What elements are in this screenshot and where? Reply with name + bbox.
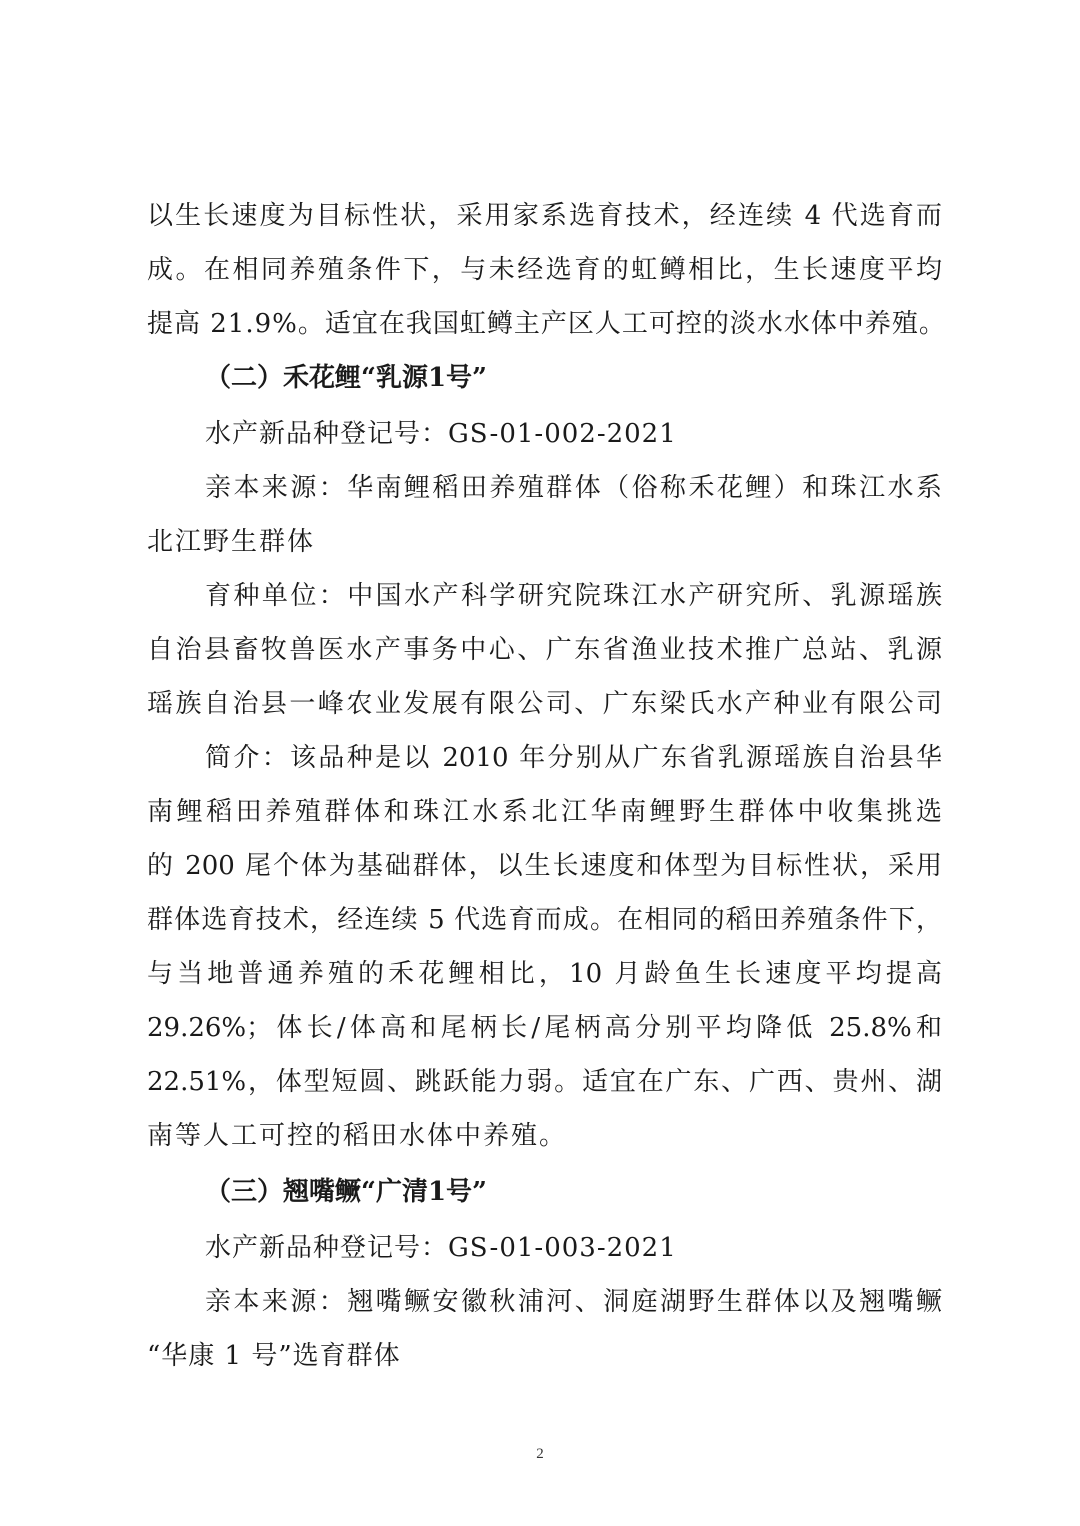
parent-source-line: 亲本来源：翘嘴鳜安徽秋浦河、洞庭湖野生群体以及翘嘴鳜 — [205, 1287, 942, 1317]
section-heading-2: （二）禾花鲤“乳源1号” — [205, 363, 488, 393]
introduction-line: 南等人工可控的稻田水体中养殖。 — [147, 1121, 568, 1151]
registration-number-line: 水产新品种登记号：GS-01-002-2021 — [205, 419, 677, 449]
introduction-line: 的 200 尾个体为基础群体，以生长速度和体型为目标性状，采用 — [147, 851, 942, 881]
parent-source-line: “华康 1 号”选育群体 — [147, 1341, 401, 1371]
registration-number-line: 水产新品种登记号：GS-01-003-2021 — [205, 1233, 677, 1263]
body-line: 成。在相同养殖条件下，与未经选育的虹鳟相比，生长速度平均 — [147, 255, 942, 285]
introduction-line: 简介：该品种是以 2010 年分别从广东省乳源瑶族自治县华 — [205, 743, 942, 773]
introduction-line: 南鲤稻田养殖群体和珠江水系北江华南鲤野生群体中收集挑选 — [147, 797, 942, 827]
parent-source-line: 亲本来源：华南鲤稻田养殖群体（俗称禾花鲤）和珠江水系 — [205, 473, 942, 503]
introduction-line: 22.51%，体型短圆、跳跃能力弱。适宜在广东、广西、贵州、湖 — [147, 1067, 942, 1097]
body-line: 以生长速度为目标性状，采用家系选育技术，经连续 4 代选育而 — [147, 201, 942, 231]
breeding-unit-line: 育种单位：中国水产科学研究院珠江水产研究所、乳源瑶族 — [205, 581, 942, 611]
introduction-line: 群体选育技术，经连续 5 代选育而成。在相同的稻田养殖条件下， — [147, 905, 942, 935]
breeding-unit-line: 自治县畜牧兽医水产事务中心、广东省渔业技术推广总站、乳源 — [147, 635, 942, 665]
body-line: 提高 21.9%。适宜在我国虹鳟主产区人工可控的淡水水体中养殖。 — [147, 309, 946, 339]
section-heading-3: （三）翘嘴鳜“广清1号” — [205, 1177, 488, 1207]
introduction-line: 与当地普通养殖的禾花鲤相比，10 月龄鱼生长速度平均提高 — [147, 959, 942, 989]
introduction-line: 29.26%；体长/体高和尾柄长/尾柄高分别平均降低 25.8%和 — [147, 1013, 942, 1043]
breeding-unit-line: 瑶族自治县一峰农业发展有限公司、广东梁氏水产种业有限公司 — [147, 689, 942, 719]
parent-source-line: 北江野生群体 — [147, 527, 316, 557]
page-number: 2 — [536, 1446, 544, 1462]
